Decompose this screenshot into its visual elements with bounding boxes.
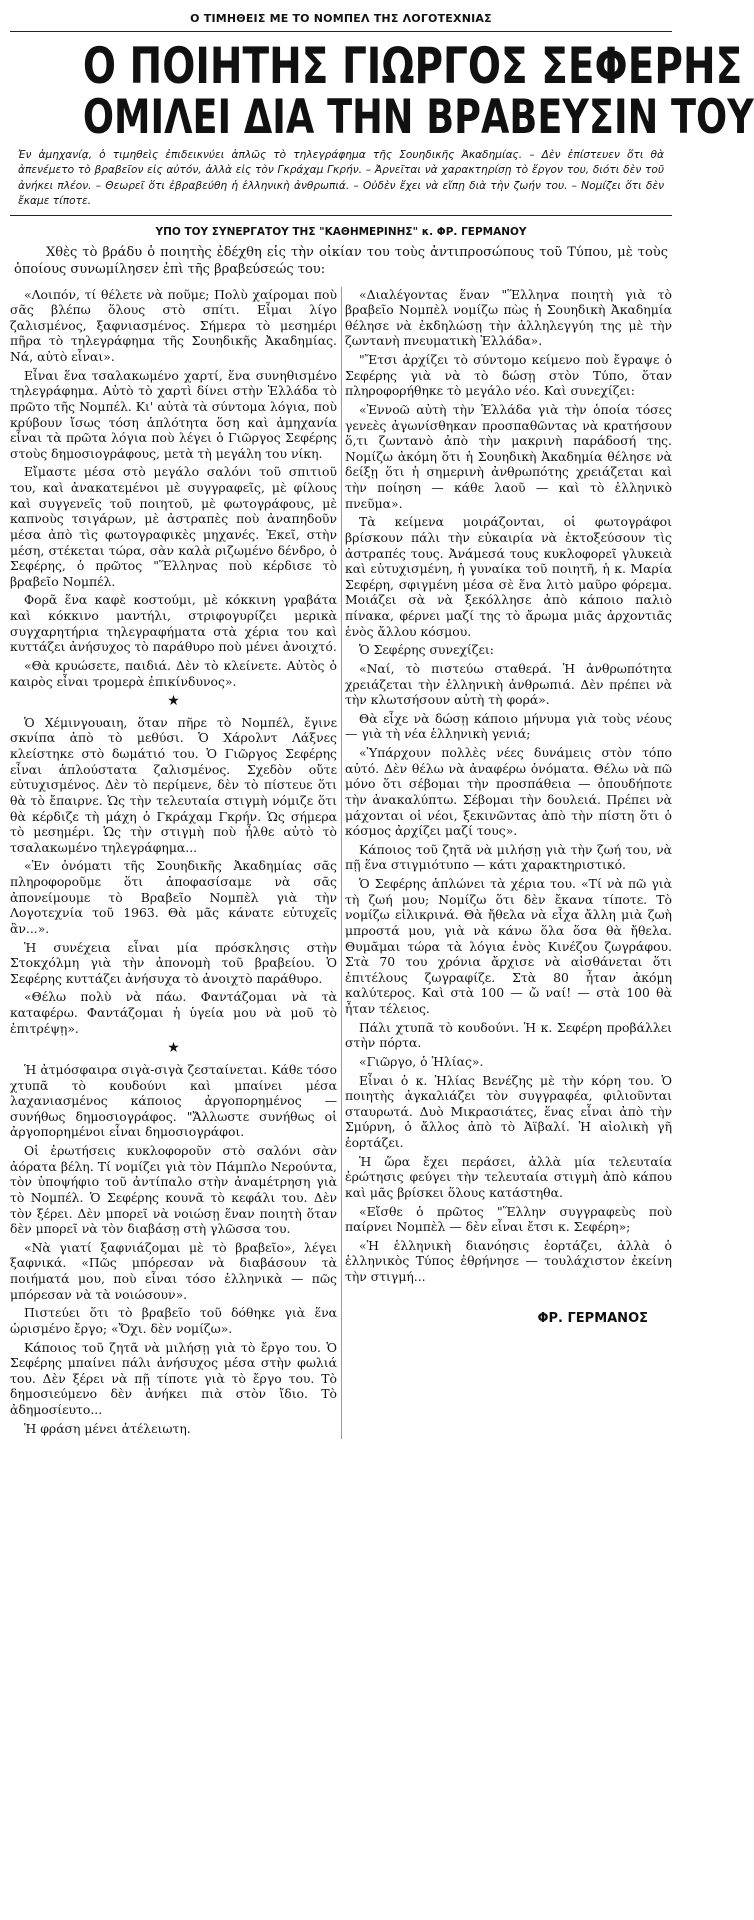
- author-signature: ΦΡ. ΓΕΡΜΑΝΟΣ: [537, 1310, 648, 1326]
- paragraph: Φορᾶ ἕνα καφὲ κοστούμι, μὲ κόκκινη γραβάτα καὶ κόκκινο μαντήλι, στριφογυρίζει μερικὰ συγχαρητήρια τηλεγραφήματα στὰ χέρια του καὶ κυττάζει ἀνήσυχος τὸ παράθυρο ποὺ μένει ἀνοιχτό.: [10, 592, 337, 655]
- article-columns: [10, 287, 672, 1440]
- paragraph: Εἶναι ὁ κ. Ἡλίας Βενέζης μὲ τὴν κόρη του. Ὁ ποιητὴς ἀγκαλιάζει τὸν συγγραφέα, φιλιοῦνται σταυρωτά. Δυὸ Μικρασιάτες, ἕνας εἶναι ἀπὸ τὴν Σμύρνη, ὁ ἄλλος ἀπὸ τὸ Ἀϊβαλί. Ἡ αἰολικὴ γῆ ἑορτάζει.: [345, 1072, 672, 1151]
- headline-line-1: Ο ΠΟΙΗΤΗΣ ΓΙΩΡΓΟΣ ΣΕΦΕΡΗΣ: [82, 37, 743, 95]
- paragraph: «Θέλω πολὺ νὰ πάω. Φαντάζομαι νὰ τὰ καταφέρω. Φαντάζομαι ἡ ὑγεία μου νὰ μοῦ τὸ ἐπιτρέψῃ».: [10, 989, 337, 1036]
- headline: [82, 37, 754, 145]
- paragraph: Κάποιος τοῦ ζητᾶ νὰ μιλήσῃ γιὰ τὸ ἔργο του. Ὁ Σεφέρης μπαίνει πάλι ἀνήσυχος μέσα στὴν φωλιά του. Δὲν ξέρει νὰ πῇ τίποτε γιὰ τὸ ἔργο του. Τὸ δημοσιεύμενο δὲν ἀνήκει πιὰ στὸν ἴδιο. Τὸ ἀδημοσίευτο...: [10, 1339, 337, 1418]
- paragraph: «Ἐν ὀνόματι τῆς Σουηδικῆς Ἀκαδημίας σᾶς πληροφοροῦμε ὅτι ἀποφασίσαμε νὰ σᾶς ἀπονείμουμε τὸ Βραβεῖο Νομπὲλ γιὰ τὴν Λογοτεχνία τοῦ 1963. Θὰ μᾶς κάνατε εὐτυχεῖς ἂν...».: [10, 858, 337, 936]
- paragraph: Τὰ κείμενα μοιράζονται, οἱ φωτογράφοι βρίσκουν πάλι τὴν εὐκαιρία νὰ ἐκτοξεύσουν τὶς ἀστραπές τους. Ἀνάμεσά τους κυκλοφορεῖ γλυκειὰ καὶ εὐτυχισμένη, ἡ γυναίκα τοῦ ποιητῆ, ἡ κ. Μαρία Σεφέρη, σφιγμένη μέσα σὲ ἕνα λιτὸ μαῦρο φόρεμα. Μοιάζει σὰ νὰ ξεκόλλησε ἀπὸ κάποιο παλιὸ πίνακα, φέρνει μαζί της τὸ ἄρωμα μιᾶς ἀρχοντιᾶς ἑνὸς ἄλλου κόσμου.: [345, 514, 672, 639]
- paragraph: Κάποιος τοῦ ζητᾶ νὰ μιλήσῃ γιὰ τὴν ζωή του, νὰ πῇ ἕνα στιγμιότυπο — κάτι χαρακτηριστικό.: [345, 841, 672, 873]
- right-column: [345, 287, 672, 1440]
- paragraph: Ὁ Σεφέρης ἁπλώνει τὰ χέρια του. «Τί νὰ πῶ γιὰ τὴ ζωή μου; Νομίζω ὅτι δὲν ἔκανα τίποτε. Τὸ νομίζω εἰλικρινά. Θὰ ἤθελα νὰ εἶχα ἄλλη μιὰ ζωὴ μπροστά μου, γιὰ νὰ κάνω ὅλα ὅσα θὰ ἤθελα. Θυμᾶμαι τώρα τὰ λόγια ἑνὸς Κινέζου ζωγράφου. Στὰ 70 του χρόνια ἄρχισε νὰ αἰσθάνεται ὅτι ἐπιτέλους ζωγραφίζε. Στὰ 80 ἦταν ἀκόμη καλύτερος. Καὶ στὰ 100 — ὤ ναί! — στὰ 100 θὰ ἦταν τέλειος.: [345, 876, 672, 1017]
- paragraph: «Ἐννοῶ αὐτὴ τὴν Ἑλλάδα γιὰ τὴν ὁποία τόσες γενεὲς ἀγωνίσθηκαν προσπαθῶντας νὰ κρατήσουν ὅ,τι ζωντανὸ ἀπὸ τὴν μακρινὴ παράδοσή της. Νομίζω ἀκόμη ὅτι ἡ Σουηδικὴ Ἀκαδημία θέλησε νὰ δείξῃ ὅτι ἡ σημερινὴ ἀνθρωπότης χρειάζεται καὶ τὴν ποίηση — κάθε λαοῦ — καὶ τὸ ἑλληνικὸ πνεῦμα».: [345, 401, 672, 511]
- paragraph: Εἴμαστε μέσα στὸ μεγάλο σαλόνι τοῦ σπιτιοῦ του, καὶ ἀνακατεμένοι μὲ συγγραφεῖς, μὲ φίλους καὶ συγγενεῖς τοῦ ποιητοῦ, μὲ φωτογράφους, μὲ καπνοὺς τσιγάρων, μὲ ἀστραπὲς ποὺ ἀναπηδοῦν μέσα ἀπὸ τὶς φωτογραφικὲς μηχανές. Ἐκεῖ, στὴν μέση, στέκεται τώρα, σὰν καλὰ ριζωμένο δένδρο, ὁ Σεφέρης, ὁ πρῶτος "Ἕλληνας ποὺ κέρδισε τὸ βραβεῖο Νομπέλ.: [10, 464, 337, 589]
- paragraph: Ἡ ἀτμόσφαιρα σιγὰ-σιγὰ ζεσταίνεται. Κάθε τόσο χτυπᾶ τὸ κουδούνι καὶ μπαίνει μέσα λαχανιασμένος κάποιος ἀργοπορημένος — συνήθως δημοσιογράφος. "Ἄλλωστε συνήθως οἱ ἀργοπορημένοι εἶναι δημοσιογράφοι.: [10, 1061, 337, 1140]
- paragraph: Ἡ φράση μένει ἀτέλειωτη.: [24, 1420, 191, 1436]
- byline: ΥΠΟ ΤΟΥ ΣΥΝΕΡΓΑΤΟΥ ΤΗΣ "ΚΑΘΗΜΕΡΙΝΗΣ" κ. ΦΡ. ΓΕΡΜΑΝΟΥ: [155, 226, 527, 239]
- paragraph: «Εἴσθε ὁ πρῶτος "Ἕλλην συγγραφεὺς ποὺ παίρνει Νομπὲλ — δὲν εἶναι ἔτσι κ. Σεφέρη»;: [345, 1203, 672, 1235]
- intro-paragraph: Χθὲς τὸ βράδυ ὁ ποιητὴς ἐδέχθη εἰς τὴν οἰκίαν του τοὺς ἀντιπροσώπους τοῦ Τύπου, μὲ τοὺς ὁποίους συνωμίλησεν ἐπὶ τῆς βραβεύσεώς του:: [14, 245, 668, 278]
- paragraph: «Λοιπόν, τί θέλετε νὰ ποῦμε; Πολὺ χαίρομαι ποὺ σᾶς βλέπω ὅλους στὸ σπίτι. Εἶμαι λίγο ζαλισμένος, ξαφνιασμένος. Σήμερα τὸ μεσημέρι πῆρα τὸ τηλεγράφημα τῆς Σουηδικῆς Ἀκαδημίας. Νά, αὐτὸ εἶναι».: [10, 286, 337, 365]
- column-divider: [341, 287, 342, 1440]
- paragraph: «Ὑπάρχουν πολλὲς νέες δυνάμεις στὸν τόπο αὐτό. Δὲν θέλω νὰ ἀναφέρω ὀνόματα. Θέλω νὰ πῶ μόνο ὅτι σέβομαι τὴν προσπάθεια — ὁπουδήποτε τὴν ἀνακαλύπτω. Σέβομαι τὴν δουλειά. Πρέπει νὰ μάχονται οἱ νέοι, ξεκινῶντας ἀπὸ τὴν πίστη ὅτι ὁ κόσμος ἀρχίζει μαζί τους».: [345, 745, 672, 839]
- star-separator: ★: [167, 1040, 180, 1057]
- star-separator: ★: [167, 693, 180, 710]
- paragraph: «Γιῶργο, ὁ Ἡλίας».: [359, 1053, 484, 1069]
- lead-rule: [10, 215, 672, 216]
- paragraph: «Ἡ ἑλληνικὴ διανόησις ἑορτάζει, ἀλλὰ ὁ ἑλληνικὸς Τύπος ἐθρήνησε — τουλάχιστον ἐκείνη τὴν στιγμή...: [345, 1237, 672, 1285]
- paragraph: Εἶναι ἕνα τσαλακωμένο χαρτί, ἕνα συνηθισμένο τηλεγράφημα. Αὐτὸ τὸ χαρτὶ δίνει στὴν Ἑλλάδα τὸ πρῶτο τῆς Νομπέλ. Κι' αὐτὰ τὰ σύντομα λόγια, ποὺ κρύβουν ἴσως τόση ἁπλότητα ὅση καὶ ἀμηχανία εἶναι τὰ πρῶτα λόγια ποὺ λέγει ὁ Γιῶργος Σεφέρης στοὺς δημοσιογράφους, μετὰ τὴ μεγάλη του νίκη.: [10, 367, 337, 461]
- paragraph: Θὰ εἶχε νὰ δώσῃ κάποιο μήνυμα γιὰ τοὺς νέους — γιὰ τὴ νέα ἑλληνικὴ γενιά;: [345, 710, 672, 742]
- paragraph: «Ναί, τὸ πιστεύω σταθερά. Ἡ ἀνθρωπότητα χρειάζεται τὴν ἑλληνικὴ ἀνθρωπιά. Δὲν πρέπει νὰ τὴν κλωτσήσουν αὐτὴ τὴ φορά».: [345, 660, 672, 708]
- paragraph: «Νὰ γιατί ξαφνιάζομαι μὲ τὸ βραβεῖο», λέγει ξαφνικά. «Πῶς μπόρεσαν νὰ διαβάσουν τὰ ποιήματά μου, ποὺ εἶναι τόσο ἑλληνικὰ — πῶς μπόρεσαν νὰ τὰ νοιώσουν».: [10, 1239, 337, 1302]
- paragraph: Πιστεύει ὅτι τὸ βραβεῖο τοῦ δόθηκε γιὰ ἕνα ὡρισμένο ἔργο; «Ὄχι. δὲν νομίζω».: [10, 1305, 337, 1336]
- paragraph: «Διαλέγοντας ἕναν "Ἕλληνα ποιητὴ γιὰ τὸ βραβεῖο Νομπὲλ νομίζω πὼς ἡ Σουηδικὴ Ἀκαδημία θέλησε νὰ ἐκδηλώσῃ τὴν ἀλληλεγγύη της μὲ τὴν ζωντανὴ πνευματικὴ Ἑλλάδα».: [345, 286, 672, 349]
- kicker: Ο ΤΙΜΗΘΕΙΣ ΜΕ ΤΟ ΝΟΜΠΕΛ ΤΗΣ ΛΟΓΟΤΕΧΝΙΑΣ: [190, 12, 492, 25]
- paragraph: "Ἔτσι ἀρχίζει τὸ σύντομο κείμενο ποὺ ἔγραψε ὁ Σεφέρης γιὰ νὰ τὸ δώσῃ στὸν Τύπο, ὅταν πληροφορήθηκε τὸ μεγάλο νέο. Καὶ συνεχίζει:: [345, 352, 672, 399]
- left-column: [10, 287, 337, 1440]
- headline-line-2: ΟΜΙΛΕΙ ΔΙΑ ΤΗΝ ΒΡΑΒΕΥΣΙΝ ΤΟΥ: [82, 89, 754, 145]
- paragraph: Ὁ Σεφέρης συνεχίζει:: [359, 642, 494, 658]
- paragraph: Ἡ συνέχεια εἶναι μία πρόσκλησις στὴν Στοκχόλμη γιὰ τὴν ἀπονομὴ τοῦ βραβείου. Ὁ Σεφέρης κυττάζει ἀνήσυχα τὸ ἀνοιχτὸ παράθυρο.: [10, 939, 337, 986]
- paragraph: Ὁ Χέμινγουαιη, ὅταν πῆρε τὸ Νομπέλ, ἔγινε σκνίπα ἀπὸ τὸ μεθύσι. Ὁ Χάρολντ Λάξνες κλείστηκε στὸ δωμάτιό του. Ὁ Γιῶργος Σεφέρης εἶναι ἁπλούστατα ζαλισμένος. Σχεδὸν οὔτε εὐτυχισμένος. Δὲν τὸ περίμενε, δὲν τὸ πίστευε ὅτι θὰ τὸ ἔπαιρνε. Ὡς τὴν τελευταία στιγμὴ νόμιζε ὅτι θὰ κέρδιζε τὴ μάχη ὁ Γκράχαμ Γκρήν. Ὡς σήμερα τὸ μεσημέρι. Ὡς τὴν στιγμὴ ποὺ ἦλθε αὐτὸ τὸ τσαλακωμένο τηλεγράφημα...: [10, 714, 337, 855]
- paragraph: Πάλι χτυπᾶ τὸ κουδούνι. Ἡ κ. Σεφέρη προβάλλει στὴν πόρτα.: [345, 1019, 672, 1051]
- paragraph: Οἱ ἐρωτήσεις κυκλοφοροῦν στὸ σαλόνι σὰν ἀόρατα βέλη. Τί νομίζει γιὰ τὸν Πάμπλο Νερούντα, τὸν ὑποψήφιο τοῦ ἀντίπαλο στὴν ἀναμέτρηση γιὰ τὸ Νομπέλ. Ὁ Σεφέρης κουνᾶ τὸ κεφάλι του. Δὲν τὸν ξέρει. Δὲν μπορεῖ νὰ νοιώσῃ ἕναν ποιητὴ ὅταν δὲν μπορεῖ νὰ τὸν διαβάσῃ στὴ γλῶσσα του.: [10, 1143, 337, 1237]
- top-rule: [10, 31, 672, 32]
- lead-summary: Ἐν ἀμηχανίᾳ, ὁ τιμηθεὶς ἐπιδεικνύει ἁπλῶς τὸ τηλεγράφημα τῆς Σουηδικῆς Ἀκαδημίας. – Δὲν ἐπίστευεν ὅτι θὰ ἀπενέμετο τὸ βραβεῖον εἰς αὐτόν, ἀλλὰ εἰς τὸν Γκράχαμ Γκρήν. – Ἀρνεῖται νὰ χαρακτηρίσῃ τὸ ἔργον του, διότι δὲν τοῦ ἀνήκει πλέον. – Θεωρεῖ ὅτι ἐβραβεύθη ἡ ἑλληνικὴ ἀνθρωπιά. – Οὐδὲν ἔχει νὰ εἴπῃ διὰ τὴν ζωήν του. – Νομίζει ὅτι δὲν ἔκαμε τίποτε.: [18, 148, 664, 207]
- paragraph: Ἡ ὥρα ἔχει περάσει, ἀλλὰ μία τελευταία ἐρώτησις φεύγει τὴν τελευταία στιγμὴ ἀπὸ κάπου καὶ μᾶς βρίσκει ὅλους κατάστηθα.: [345, 1153, 672, 1200]
- paragraph: «Θὰ κρυώσετε, παιδιά. Δὲν τὸ κλείνετε. Αὐτὸς ὁ καιρὸς εἶναι τρομερὰ ἐπικίνδυνος».: [10, 657, 337, 689]
